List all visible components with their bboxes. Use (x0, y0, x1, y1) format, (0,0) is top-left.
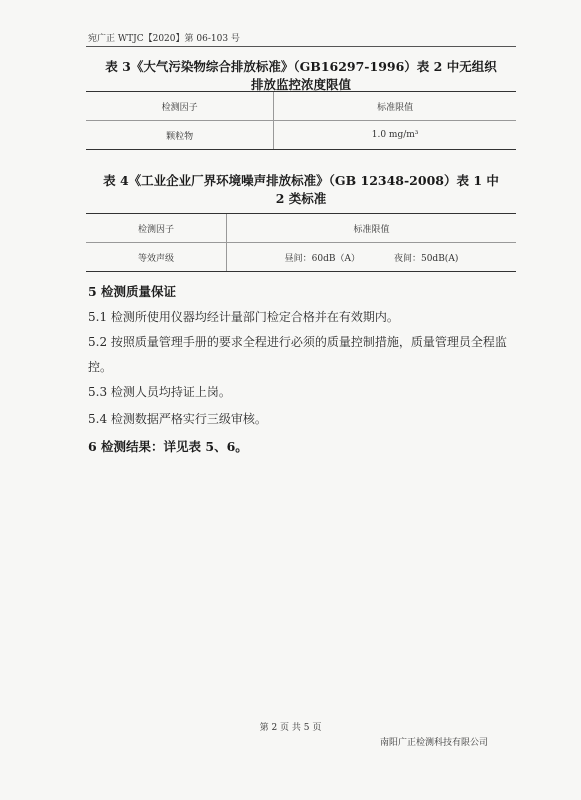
table4-title (86, 172, 516, 208)
table-row (86, 243, 516, 272)
table-cell: 颗粒物 (86, 121, 274, 150)
table4-title-line1: 表 4《工业企业厂界环境噪声排放标准》（GB 12348-2008）表 1 中 (103, 173, 499, 188)
section5-item: 5.1 检测所使用仪器均经计量部门检定合格并在有效期内。 (88, 310, 399, 324)
table-cell (227, 243, 517, 272)
table-header-cell: 检测因子 (86, 214, 227, 243)
section5-item: 5.4 检测数据严格实行三级审核。 (88, 412, 267, 426)
section6-title: 6 检测结果：详见表 5、6。 (88, 439, 248, 454)
company-name: 南阳广正检测科技有限公司 (380, 738, 489, 748)
table3-title-line2: 排放监控浓度限值 (250, 77, 351, 92)
table-cell: 等效声级 (86, 243, 227, 272)
table3-title (86, 58, 516, 94)
table3 (86, 91, 516, 150)
table4 (86, 213, 516, 272)
section5-item: 5.2 按照质量管理手册的要求全程进行必须的质量控制措施，质量管理员全程监控。 (88, 335, 507, 374)
table-header-row (86, 92, 516, 121)
header-divider (86, 46, 516, 47)
table-cell: 1.0 mg/m³ (274, 121, 516, 150)
table-header-cell: 检测因子 (86, 92, 274, 121)
night-limit: 夜间：50dB(A) (393, 253, 459, 264)
page-number: 第 2 页 共 5 页 (259, 723, 322, 733)
table4-title-line2: 2 类标准 (275, 191, 327, 206)
section5-item: 5.3 检测人员均持证上岗。 (88, 385, 231, 399)
section5-title: 5 检测质量保证 (88, 284, 177, 299)
day-limit: 昼间：60dB（A） (284, 253, 360, 264)
table-header-cell: 标准限值 (227, 214, 517, 243)
table-row (86, 121, 516, 150)
table3-title-line1: 表 3《大气污染物综合排放标准》（GB16297-1996）表 2 中无组织 (105, 59, 497, 74)
table-header-row (86, 214, 516, 243)
table-header-cell: 标准限值 (274, 92, 516, 121)
report-reference-number: 宛广正 WTJC【2020】第 06-103 号 (88, 34, 240, 44)
